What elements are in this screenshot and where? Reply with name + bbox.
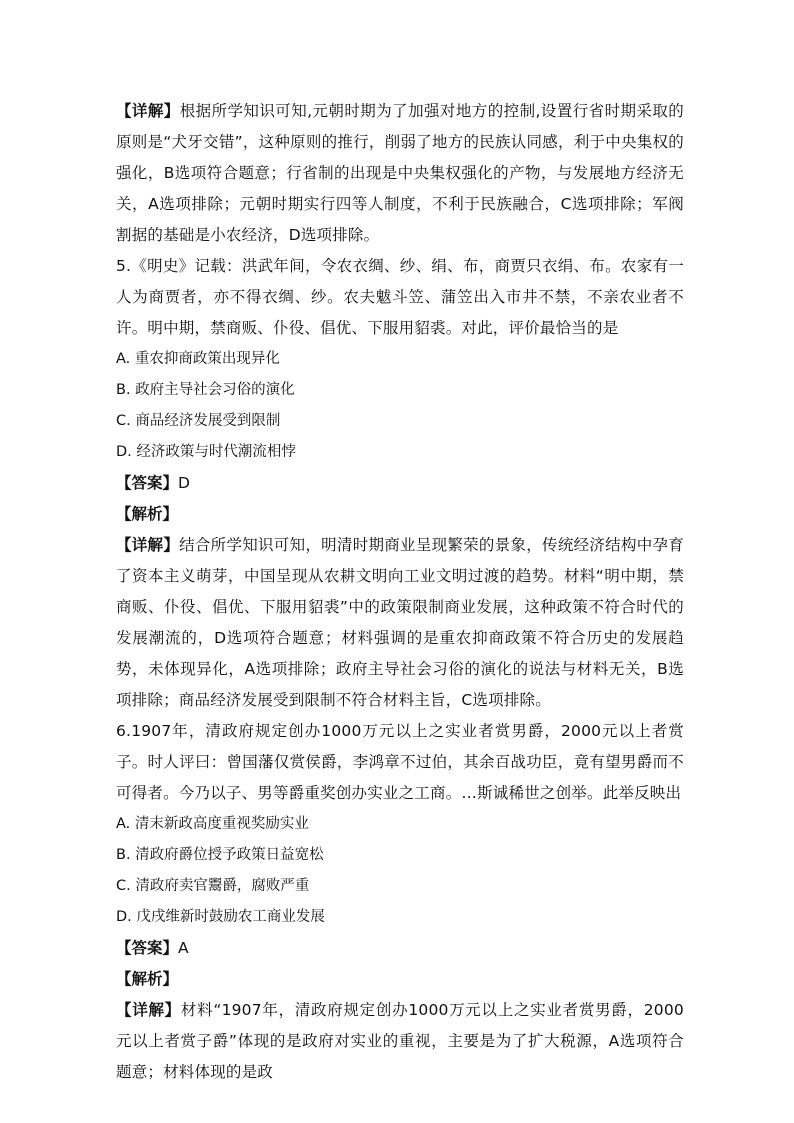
analysis-tag: 【解析】 — [116, 970, 179, 988]
detail-text: 结合所学知识可知，明清时期商业呈现繁荣的景象，传统经济结构中孕育了资本主义萌芽，中国呈现从农耕文明向工业文明过渡的趋势。材料“明中期，禁商贩、仆役、倡优、下服用貂裘”中的政策限制商业发展，这种政策不符合时代的发展潮流的，D选项符合题意；材料强调的是重农抑商政策不符合历史的发展趋势，未体现异化，A选项排除；政府主导社会习俗的演化的说法与材料无关，B选项排除；商品经济发展受到限制不符合材料主旨，C选项排除。 — [116, 536, 684, 709]
question-5-option-c: C. 商品经济发展受到限制 — [116, 413, 281, 429]
question-5-detail — [116, 530, 684, 716]
question-5-option-b: B. 政府主导社会习俗的演化 — [116, 382, 295, 398]
answer-value: D — [178, 474, 190, 492]
question-5-answer — [116, 468, 684, 499]
question-6-analysis-heading — [116, 964, 684, 995]
document-page — [116, 96, 684, 1088]
question-5-analysis-heading — [116, 499, 684, 530]
question-6-detail — [116, 995, 684, 1088]
analysis-tag: 【解析】 — [116, 505, 179, 523]
answer-value: A — [178, 939, 189, 957]
answer-tag: 【答案】 — [116, 939, 179, 957]
question-6-option-c: C. 清政府卖官鬻爵，腐败严重 — [116, 878, 310, 894]
answer-tag: 【答案】 — [116, 474, 179, 492]
question-5-stem: 5.《明史》记载：洪武年间，令农衣绸、纱、绢、布，商贾只衣绢、布。农家有一人为商贾者，亦不得衣绸、纱。农夫魃斗笠、蒲笠出入市井不禁，不亲农业者不许。明中期，禁商贩、仆役、倡优、下服用貂裘。对此，评价最恰当的是 — [116, 257, 684, 337]
question-5-option-d: D. 经济政策与时代潮流相悖 — [116, 444, 296, 460]
detail-tag: 【详解】 — [116, 102, 180, 120]
detail-tag: 【详解】 — [116, 1001, 181, 1019]
question-6-option-a: A. 清末新政高度重视奖励实业 — [116, 816, 309, 832]
detail-paragraph-q4 — [116, 96, 684, 251]
detail-text: 材料“1907年，清政府规定创办1000万元以上之实业者赏男爵，2000元以上者赏子爵”体现的是政府对实业的重视，主要是为了扩大税源，A选项符合题意；材料体现的是政 — [116, 1001, 684, 1081]
detail-tag: 【详解】 — [116, 536, 180, 554]
detail-text: 根据所学知识可知,元朝时期为了加强对地方的控制,设置行省时期采取的原则是“犬牙交错”，这种原则的推行，削弱了地方的民族认同感，利于中央集权的强化，B选项符合题意；行省制的出现是中央集权强化的产物，与发展地方经济无关，A选项排除；元朝时期实行四等人制度，不利于民族融合，C选项排除；军阀割据的基础是小农经济，D选项排除。 — [116, 102, 684, 244]
question-6-stem: 6.1907年，清政府规定创办1000万元以上之实业者赏男爵，2000元以上者赏子。时人评曰：曾国藩仅赏侯爵，李鸿章不过伯，其余百战功臣，竟有望男爵而不可得者。今乃以子、男等爵重奖创办实业之工商。…斯诚稀世之创举。此举反映出 — [116, 722, 684, 802]
question-5-option-a: A. 重农抑商政策出现异化 — [116, 351, 280, 367]
question-6-answer — [116, 933, 684, 964]
question-6-option-d: D. 戊戌维新时鼓励农工商业发展 — [116, 909, 325, 925]
question-6-option-b: B. 清政府爵位授予政策日益宽松 — [116, 847, 324, 863]
